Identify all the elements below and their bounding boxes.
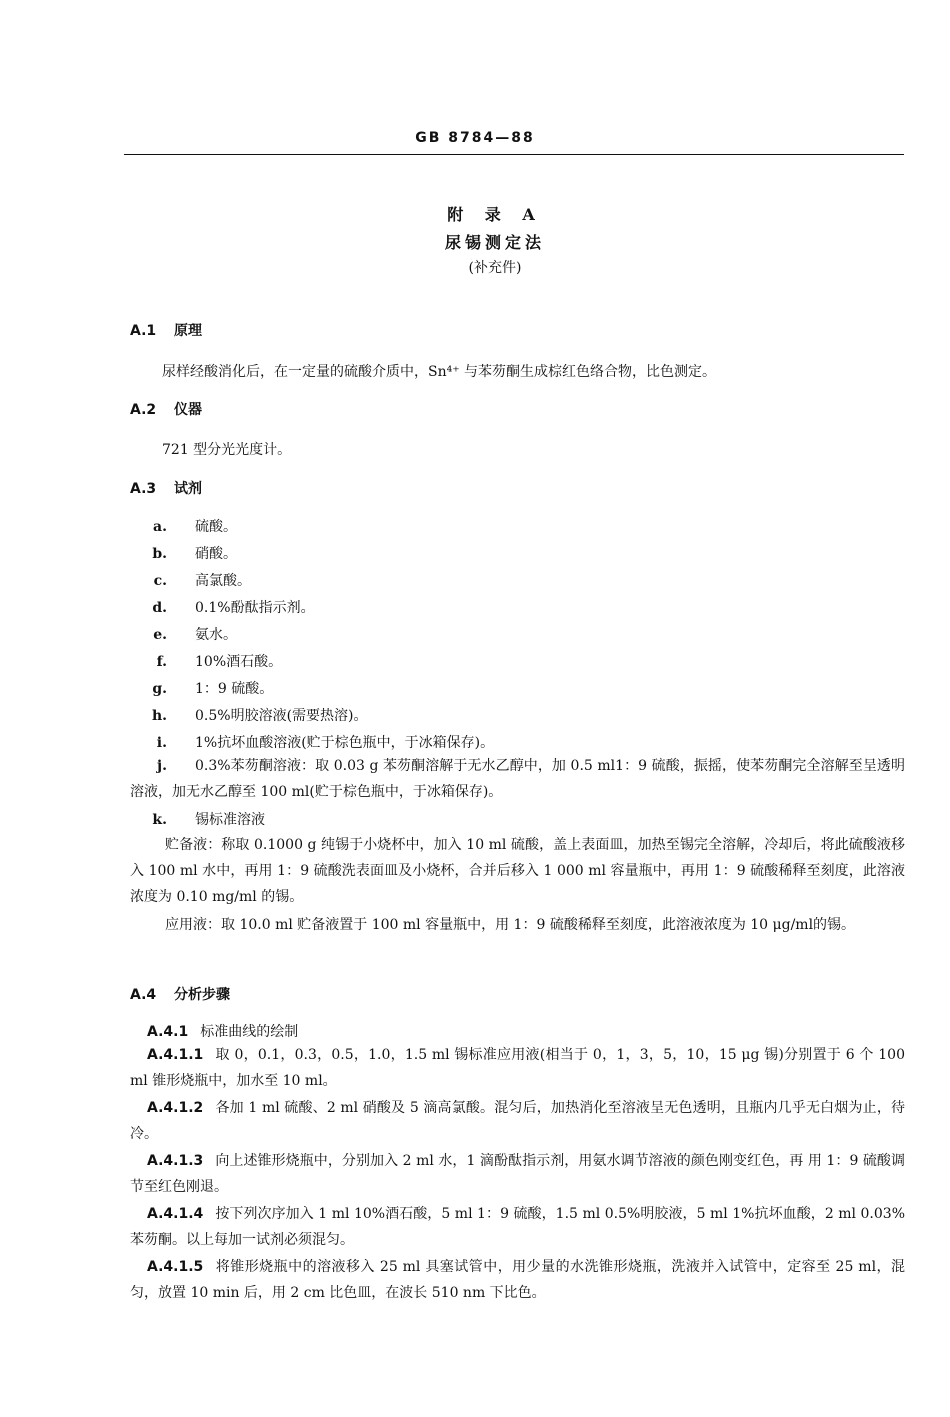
section-number: A.3 [130, 481, 157, 497]
reagent-item: d. 0.1%酚酞指示剂。 [152, 600, 315, 616]
section-a1-text: 尿样经酸消化后，在一定量的硫酸介质中，Sn⁴⁺ 与苯芴酮生成棕红色络合物，比色测定。 [162, 364, 717, 380]
reagent-item: e. 氨水。 [153, 627, 237, 643]
reagent-item: c. 高氯酸。 [153, 573, 251, 589]
section-number: A.2 [130, 402, 157, 418]
section-number: A.4 [130, 987, 157, 1003]
step-a4-1-4: A.4.1.4 按下列次序加入 1 ml 10%酒石酸，5 ml 1：9 硫酸，1.5 ml 0.5%明胶液，5 ml 1%抗坏血酸，2 ml 0.03%苯芴酮。以上每加一试剂必须混匀。 [130, 1206, 905, 1248]
reagent-item: i. 1%抗坏血酸溶液(贮于棕色瓶中，于冰箱保存)。 [156, 735, 495, 751]
standard-header: GB 8784—88 [415, 130, 535, 146]
stock-solution-text: 贮备液：称取 0.1000 g 纯锡于小烧杯中，加入 10 ml 硫酸，盖上表面皿，加热至锡完全溶解，冷却后，将此硫酸液移入 100 ml 水中，再用 1：9 硫酸洗表面皿及小烧杯，合并后移入 1 000 ml 容量瓶中，再用 1：9 硫酸稀释至刻度，此溶液浓度为 0.10 mg/ml 的锡。 [130, 837, 905, 905]
reagent-item: f. 10%酒石酸。 [156, 654, 283, 670]
section-a4-heading [130, 984, 230, 1004]
header-rule [124, 154, 904, 155]
working-solution-text: 应用液：取 10.0 ml 贮备液置于 100 ml 容量瓶中，用 1：9 硫酸稀释至刻度，此溶液浓度为 10 μg/ml的锡。 [165, 917, 856, 933]
section-a2-text: 721 型分光光度计。 [162, 442, 292, 458]
step-a4-1-3: A.4.1.3 向上述锥形烧瓶中，分别加入 2 ml 水，1 滴酚酞指示剂，用氨水调节溶液的颜色刚变红色，再 用 1：9 硫酸调节至红色刚退。 [130, 1153, 905, 1195]
reagent-item: k. 锡标准溶液 [152, 812, 265, 828]
reagent-item: b. 硝酸。 [152, 546, 237, 562]
section-a1-heading [130, 320, 202, 340]
appendix-label: 附 录 A [447, 205, 543, 224]
step-a4-1-1: A.4.1.1 取 0，0.1，0.3，0.5，1.0，1.5 ml 锡标准应用液(相当于 0，1，3，5，10，15 μg 锡)分别置于 6 个 100 ml 锥形烧瓶中，加水至 10 ml。 [130, 1047, 905, 1089]
appendix-subtitle: (补充件) [468, 260, 522, 276]
section-title: 原理 [174, 323, 202, 339]
appendix-title: 尿锡测定法 [444, 233, 545, 252]
section-a3-heading [130, 478, 202, 498]
section-a2-heading [130, 399, 202, 419]
step-a4-1-5: A.4.1.5 将锥形烧瓶中的溶液移入 25 ml 具塞试管中，用少量的水洗锥形烧瓶，洗液并入试管中，定容至 25 ml，混匀，放置 10 min 后，用 2 cm 比色皿，在波长 510 nm 下比色。 [130, 1259, 905, 1301]
section-title: 试剂 [174, 481, 202, 497]
reagent-item-j: j. 0.3%苯芴酮溶液：取 0.03 g 苯芴酮溶解于无水乙醇中，加 0.5 ml1：9 硫酸，振摇，使苯芴酮完全溶解至呈透明溶液，加无水乙醇至 100 ml(贮于棕色瓶中，于冰箱保存)。 [130, 758, 905, 800]
reagent-item: a. 硫酸。 [153, 519, 237, 535]
reagent-item: g. 1：9 硫酸。 [152, 681, 274, 697]
step-a4-1-2: A.4.1.2 各加 1 ml 硫酸、2 ml 硝酸及 5 滴高氯酸。混匀后，加热消化至溶液呈无色透明，且瓶内几乎无白烟为止，待冷。 [130, 1100, 905, 1142]
section-number: A.1 [130, 323, 157, 339]
reagent-item: h. 0.5%明胶溶液(需要热溶)。 [151, 708, 368, 724]
section-title: 仪器 [174, 402, 202, 418]
section-title: 分析步骤 [174, 987, 230, 1003]
subsection-a41-heading: A.4.1 标准曲线的绘制 [147, 1024, 299, 1040]
